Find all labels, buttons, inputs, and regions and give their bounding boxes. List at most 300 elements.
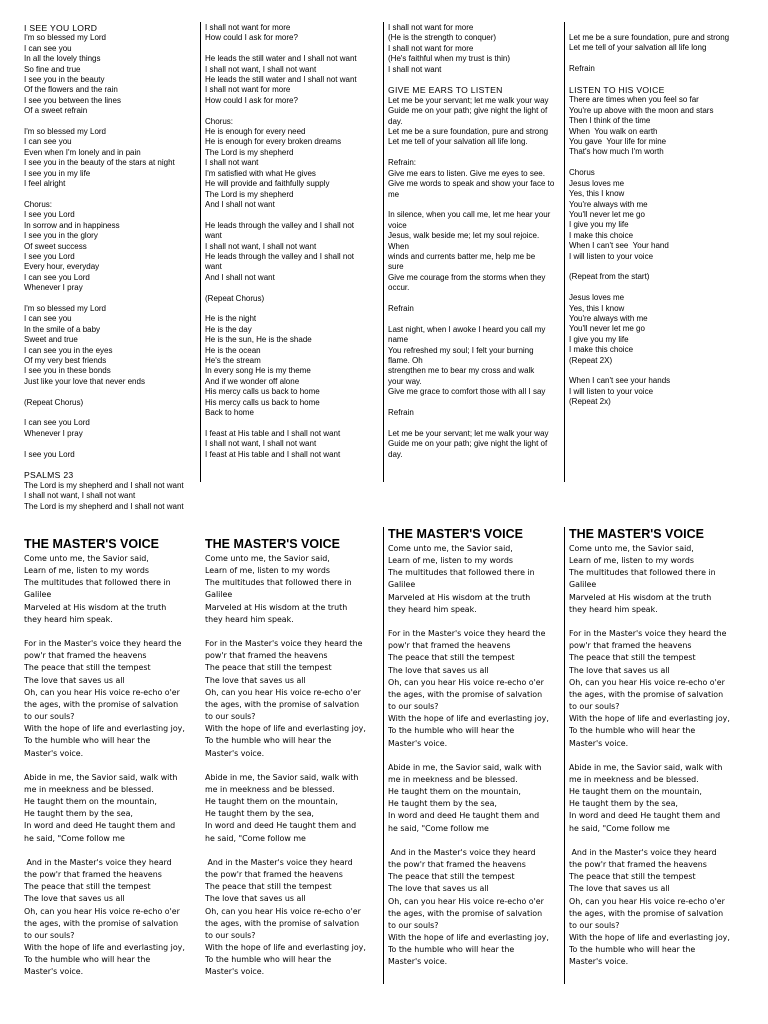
lyric-line: Oh, can you hear His voice re-echo o'er bbox=[388, 677, 544, 687]
lyric-line bbox=[569, 75, 764, 85]
lyric-line: The love that saves us all bbox=[24, 675, 125, 685]
lyric-line: they heard him speak. bbox=[569, 604, 658, 614]
lyric-line: To the humble who will hear the bbox=[388, 945, 515, 955]
lyric-line: I can see you in the eyes bbox=[24, 345, 113, 355]
lyric-line bbox=[569, 54, 764, 64]
lyric-line: You refreshed my soul; I felt your burning bbox=[388, 345, 534, 355]
lyric-line: I can see you bbox=[24, 137, 72, 147]
lyric-line: I see you Lord bbox=[24, 251, 75, 261]
lyric-line bbox=[569, 283, 764, 293]
lyric-line: To the humble who will hear the bbox=[24, 955, 151, 965]
song-title: THE MASTER'S VOICE bbox=[24, 537, 159, 551]
lyric-line: I feel alright bbox=[24, 179, 66, 189]
lyric-line: The peace that still the tempest bbox=[205, 663, 332, 673]
lyric-line: The multitudes that followed there in bbox=[569, 568, 716, 578]
lyric-line: Jesus loves me bbox=[569, 293, 625, 303]
lyric-line: (He's faithful when my trust is thin) bbox=[388, 54, 511, 64]
lyric-line: (Repeat Chorus) bbox=[24, 397, 84, 407]
lyric-line: The love that saves us all bbox=[24, 894, 125, 904]
lyric-line: He is the night bbox=[205, 314, 257, 324]
masters-voice-copy-1 bbox=[24, 537, 200, 978]
lyric-line: His mercy calls us back to home bbox=[205, 397, 320, 407]
lyric-line: Refrain bbox=[388, 303, 414, 313]
lyric-line: Oh, can you hear His voice re-echo o'er bbox=[569, 677, 725, 687]
lyric-line: (Repeat 2x) bbox=[569, 397, 611, 407]
lyric-line: the ages, with the promise of salvation bbox=[569, 908, 724, 918]
lyric-line: You're up above with the moon and stars bbox=[569, 105, 714, 115]
song-heading: GIVE ME EARS TO LISTEN bbox=[388, 85, 503, 96]
lyric-line: Master's voice. bbox=[569, 957, 629, 967]
lyric-line: Master's voice. bbox=[24, 748, 84, 758]
lyric-line: In the smile of a baby bbox=[24, 324, 101, 334]
lyric-line: I feast at His table and I shall not want bbox=[205, 449, 341, 459]
lyric-line: I see you in my life bbox=[24, 168, 91, 178]
lyric-line: Refrain bbox=[388, 408, 414, 418]
lyric-line: I'm so blessed my Lord bbox=[24, 303, 107, 313]
lyric-line: Even when I'm lonely and in pain bbox=[24, 147, 141, 157]
lyric-line: I see you in the beauty of the stars at night bbox=[24, 158, 175, 168]
lyric-line bbox=[205, 44, 381, 54]
lyric-line: The Lord is my shepherd and I shall not want bbox=[24, 501, 184, 511]
lyric-line: There are times when you feel so far bbox=[569, 95, 699, 105]
lyric-line: Abide in me, the Savior said, walk with bbox=[205, 772, 359, 782]
lyric-line: I shall not want bbox=[388, 64, 442, 74]
lyric-line: And I shall not want bbox=[205, 272, 275, 282]
lyrics-column-2 bbox=[205, 23, 381, 460]
lyric-line bbox=[24, 294, 200, 304]
lyric-line: Galilee bbox=[205, 590, 233, 600]
lyric-line: He taught them by the sea, bbox=[569, 799, 678, 809]
lyric-line: He leads through the valley and I shall not bbox=[205, 220, 354, 230]
lyric-line: How could I ask for more? bbox=[205, 95, 298, 105]
lyric-line: Then I think of the time bbox=[569, 116, 651, 126]
lyric-line: The peace that still the tempest bbox=[388, 872, 515, 882]
lyric-line: voice bbox=[388, 220, 407, 230]
lyric-line: the ages, with the promise of salvation bbox=[205, 918, 360, 928]
lyric-line: The Lord is my shepherd bbox=[205, 189, 294, 199]
song-title: THE MASTER'S VOICE bbox=[205, 537, 340, 551]
lyric-line: Guide me on your path; give night the light of bbox=[388, 439, 548, 449]
lyric-line: flame. Oh bbox=[388, 356, 423, 365]
lyric-line: I see you in the beauty bbox=[24, 75, 105, 85]
masters-voice-copy-2 bbox=[205, 537, 381, 978]
lyric-line: to our souls? bbox=[24, 930, 75, 940]
lyric-line: You'll never let me go bbox=[569, 324, 645, 334]
lyric-line bbox=[388, 398, 562, 408]
lyric-line: pow'r that framed the heavens bbox=[205, 651, 328, 661]
song-heading: LISTEN TO HIS VOICE bbox=[569, 85, 665, 96]
lyric-line: Oh, can you hear His voice re-echo o'er bbox=[569, 896, 725, 906]
lyric-line: Sweet and true bbox=[24, 335, 78, 345]
lyric-line bbox=[205, 626, 381, 638]
lyric-line: He is the ocean bbox=[205, 345, 261, 355]
lyric-line: Learn of me, listen to my words bbox=[569, 556, 694, 566]
song-lyrics bbox=[388, 543, 564, 968]
lyric-line: strengthen me to bear my cross and walk bbox=[388, 366, 535, 376]
lyric-line: I shall not want, I shall not want bbox=[205, 439, 317, 449]
lyric-line: he said, "Come follow me bbox=[388, 823, 489, 833]
lyric-line: Of my very best friends bbox=[24, 356, 107, 365]
lyric-line: I'm so blessed my Lord bbox=[24, 33, 107, 43]
lyric-line bbox=[388, 294, 562, 304]
lyric-line: With the hope of life and everlasting joy, bbox=[569, 933, 730, 942]
lyric-line: Give me ears to listen. Give me eyes to see. bbox=[388, 168, 545, 178]
lyric-line: The love that saves us all bbox=[388, 665, 489, 675]
lyric-line: Of the flowers and the rain bbox=[24, 85, 118, 95]
lyric-line: Whenever I pray bbox=[24, 283, 83, 293]
lyric-line: The peace that still the tempest bbox=[24, 882, 151, 892]
lyric-line: Abide in me, the Savior said, walk with bbox=[569, 762, 723, 772]
lyric-line: Oh, can you hear His voice re-echo o'er bbox=[388, 896, 544, 906]
lyric-line: In sorrow and in happiness bbox=[24, 220, 120, 230]
lyric-line: The love that saves us all bbox=[205, 894, 306, 904]
lyric-line: I see you between the lines bbox=[24, 95, 121, 105]
lyric-line: Come unto me, the Savior said, bbox=[569, 544, 694, 553]
lyric-line: I see you Lord bbox=[24, 449, 75, 459]
lyric-line: For in the Master's voice they heard the bbox=[569, 629, 727, 639]
lyric-line: To the humble who will hear the bbox=[388, 726, 515, 736]
lyric-line: I feast at His table and I shall not want bbox=[205, 428, 341, 438]
lyric-line bbox=[205, 106, 381, 116]
lyric-line: the pow'r that framed the heavens bbox=[205, 870, 343, 880]
lyric-line: winds and currents batter me, help me be bbox=[388, 251, 536, 261]
lyric-line: That's how much I'm worth bbox=[569, 147, 664, 157]
lyric-line: I shall not want for more bbox=[388, 23, 474, 32]
lyric-line: the ages, with the promise of salvation bbox=[24, 918, 179, 928]
lyric-line: to our souls? bbox=[24, 712, 75, 722]
lyric-line: The multitudes that followed there in bbox=[388, 568, 535, 578]
lyric-line: How could I ask for more? bbox=[205, 33, 298, 43]
lyric-line bbox=[569, 366, 764, 376]
lyric-line: He is the sun, He is the shade bbox=[205, 335, 312, 345]
lyric-line: For in the Master's voice they heard the bbox=[388, 629, 546, 639]
lyric-line: (Repeat from the start) bbox=[569, 272, 650, 282]
lyric-line: Marveled at His wisdom at the truth bbox=[205, 602, 348, 612]
lyric-line: to our souls? bbox=[205, 712, 256, 722]
lyric-line: Guide me on your path; give night the light of bbox=[388, 106, 548, 116]
lyric-line: Yes, this I know bbox=[569, 303, 625, 313]
masters-voice-copy-4 bbox=[569, 527, 759, 968]
lyric-line: sure bbox=[388, 262, 404, 272]
lyric-line: Come unto me, the Savior said, bbox=[24, 554, 149, 563]
lyric-line: Galilee bbox=[569, 580, 597, 590]
lyric-line: To the humble who will hear the bbox=[205, 955, 332, 965]
lyric-line: The love that saves us all bbox=[205, 675, 306, 685]
lyric-line: Give me courage from the storms when they bbox=[388, 272, 546, 282]
lyric-line: me in meekness and be blessed. bbox=[569, 774, 699, 784]
song-heading: PSALMS 23 bbox=[24, 470, 74, 481]
lyric-line: To the humble who will hear the bbox=[24, 736, 151, 746]
lyric-line: me bbox=[388, 189, 400, 199]
lyrics-column-1 bbox=[24, 23, 200, 512]
lyric-line: he said, "Come follow me bbox=[205, 833, 306, 843]
lyric-line: me in meekness and be blessed. bbox=[24, 784, 154, 794]
lyric-line: He taught them on the mountain, bbox=[569, 787, 702, 797]
lyric-line: Of sweet success bbox=[24, 241, 87, 251]
lyric-line: the pow'r that framed the heavens bbox=[24, 870, 162, 880]
lyric-line: Whenever I pray bbox=[24, 428, 83, 438]
lyric-line: they heard him speak. bbox=[24, 614, 113, 624]
lyrics-column-3 bbox=[388, 23, 562, 460]
lyric-line: The Lord is my shepherd bbox=[205, 147, 294, 157]
lyric-line: Chorus: bbox=[205, 116, 234, 126]
lyric-line: He taught them by the sea, bbox=[205, 809, 314, 819]
lyric-line: Abide in me, the Savior said, walk with bbox=[24, 772, 178, 782]
lyric-line: Let me tell of your salvation all life long bbox=[569, 43, 707, 53]
song-lyrics bbox=[205, 553, 381, 978]
column-divider bbox=[200, 22, 201, 482]
lyric-line: With the hope of life and everlasting joy, bbox=[205, 724, 366, 734]
lyric-line: He is the day bbox=[205, 324, 252, 334]
lyric-line: your way. bbox=[388, 376, 422, 386]
lyric-line: Marveled at His wisdom at the truth bbox=[24, 602, 167, 612]
lyric-line: to our souls? bbox=[388, 920, 439, 930]
lyric-line: And in the Master's voice they heard bbox=[205, 857, 353, 867]
lyric-line: Learn of me, listen to my words bbox=[24, 566, 149, 576]
lyric-line: pow'r that framed the heavens bbox=[388, 641, 511, 651]
lyric-line: the ages, with the promise of salvation bbox=[388, 908, 543, 918]
lyric-line: He leads the still water and I shall not want bbox=[205, 54, 357, 64]
lyric-line: The love that saves us all bbox=[569, 665, 670, 675]
lyric-line: When I can't see Your hand bbox=[569, 241, 669, 251]
lyric-line bbox=[24, 117, 200, 127]
lyric-line: He taught them by the sea, bbox=[24, 809, 133, 819]
lyric-line: He's the stream bbox=[205, 356, 261, 365]
lyric-line: Chorus: bbox=[24, 199, 53, 209]
song-title: THE MASTER'S VOICE bbox=[569, 527, 704, 541]
lyric-line: He taught them on the mountain, bbox=[388, 787, 521, 797]
lyric-line: Marveled at His wisdom at the truth bbox=[388, 592, 531, 602]
lyric-line: With the hope of life and everlasting joy, bbox=[205, 943, 366, 952]
lyric-line: pow'r that framed the heavens bbox=[569, 641, 692, 651]
song-title: THE MASTER'S VOICE bbox=[388, 527, 523, 541]
lyric-line: me in meekness and be blessed. bbox=[205, 784, 335, 794]
lyric-line: His mercy calls us back to home bbox=[205, 387, 320, 397]
lyric-line: name bbox=[388, 335, 409, 345]
lyric-line: I can see you Lord bbox=[24, 418, 90, 428]
song-heading: I SEE YOU LORD bbox=[24, 23, 98, 33]
lyric-line: Last night, when I awoke I heard you call my bbox=[388, 324, 546, 334]
lyric-line: With the hope of life and everlasting joy, bbox=[24, 724, 185, 734]
column-divider bbox=[564, 527, 565, 984]
lyric-line bbox=[569, 750, 759, 762]
lyric-line bbox=[205, 845, 381, 857]
lyric-line: Galilee bbox=[388, 580, 416, 590]
lyric-line: Let me tell of your salvation all life long. bbox=[388, 137, 528, 147]
lyric-line: want bbox=[205, 231, 222, 241]
lyric-line: the ages, with the promise of salvation bbox=[388, 689, 543, 699]
lyric-line: He is enough for every need bbox=[205, 127, 306, 137]
column-divider bbox=[383, 527, 384, 984]
lyric-line: With the hope of life and everlasting joy, bbox=[569, 714, 730, 724]
lyric-line: You gave Your life for mine bbox=[569, 137, 667, 147]
lyric-line: And in the Master's voice they heard bbox=[24, 857, 172, 867]
song-lyrics bbox=[569, 543, 759, 968]
lyric-line bbox=[205, 304, 381, 314]
lyric-line: Oh, can you hear His voice re-echo o'er bbox=[205, 906, 361, 916]
lyric-line: Let me be a sure foundation, pure and strong bbox=[569, 33, 730, 42]
lyric-line: He taught them on the mountain, bbox=[24, 797, 157, 807]
lyric-line: The peace that still the tempest bbox=[569, 653, 696, 663]
lyric-line: they heard him speak. bbox=[388, 604, 477, 614]
lyric-line: I see you in these bonds bbox=[24, 366, 111, 376]
lyric-line: In word and deed He taught them and bbox=[388, 811, 540, 821]
lyric-line bbox=[388, 200, 562, 210]
lyric-line: I will listen to your voice bbox=[569, 251, 654, 261]
lyric-line: With the hope of life and everlasting joy, bbox=[388, 714, 549, 724]
lyric-line: Give me words to speak and show your face to bbox=[388, 179, 555, 189]
lyric-line bbox=[388, 835, 564, 847]
masters-voice-copy-3 bbox=[388, 527, 564, 968]
lyric-line: Every hour, everyday bbox=[24, 262, 100, 272]
lyric-line: To the humble who will hear the bbox=[205, 736, 332, 746]
lyric-line: The peace that still the tempest bbox=[388, 653, 515, 663]
lyric-line: When You walk on earth bbox=[569, 126, 658, 136]
lyric-line: Oh, can you hear His voice re-echo o'er bbox=[24, 687, 180, 697]
column-divider bbox=[564, 22, 565, 482]
lyric-line: Yes, this I know bbox=[569, 189, 625, 199]
lyric-line: With the hope of life and everlasting joy, bbox=[388, 933, 549, 942]
lyric-line: Marveled at His wisdom at the truth bbox=[569, 592, 712, 602]
lyric-line: Jesus, walk beside me; let my soul rejoice. bbox=[388, 231, 540, 241]
lyric-line: And in the Master's voice they heard bbox=[569, 847, 717, 857]
lyric-line bbox=[24, 387, 200, 397]
lyric-line: So fine and true bbox=[24, 64, 81, 74]
lyric-line bbox=[569, 158, 764, 168]
lyric-line: Jesus loves me bbox=[569, 178, 625, 188]
lyric-line: Let me be a sure foundation, pure and strong bbox=[388, 127, 549, 137]
lyric-line: You're always with me bbox=[569, 313, 648, 323]
lyric-line: I can see you bbox=[24, 314, 72, 324]
lyric-line: The Lord is my shepherd and I shall not want bbox=[24, 480, 184, 490]
lyric-line: He leads the still water and I shall not want bbox=[205, 75, 357, 85]
lyric-line: And I shall not want bbox=[205, 199, 275, 209]
lyric-line: day. bbox=[388, 449, 403, 459]
lyric-line: he said, "Come follow me bbox=[569, 823, 670, 833]
lyric-line: me in meekness and be blessed. bbox=[388, 774, 518, 784]
lyric-line bbox=[569, 262, 764, 272]
lyric-line: Just like your love that never ends bbox=[24, 376, 145, 386]
lyric-line: When I can't see your hands bbox=[569, 376, 671, 386]
lyric-line: I will listen to your voice bbox=[569, 386, 654, 396]
lyric-line: When bbox=[388, 241, 409, 251]
lyric-line: Let me be your servant; let me walk your way bbox=[388, 428, 549, 438]
lyric-line: The peace that still the tempest bbox=[205, 882, 332, 892]
lyric-line: Let me be your servant; let me walk your way bbox=[388, 95, 549, 105]
lyric-line: The multitudes that followed there in bbox=[205, 578, 352, 588]
lyric-line: the ages, with the promise of salvation bbox=[24, 699, 179, 709]
lyric-line bbox=[569, 835, 759, 847]
lyric-line: The love that saves us all bbox=[388, 884, 489, 894]
lyric-line bbox=[388, 75, 562, 85]
lyric-line bbox=[24, 408, 200, 418]
lyric-line: I make this choice bbox=[569, 345, 634, 355]
lyric-line: He is enough for every broken dreams bbox=[205, 137, 342, 147]
lyric-line: day. bbox=[388, 116, 403, 126]
lyrics-column-4 bbox=[569, 33, 764, 408]
lyric-line: I shall not want bbox=[205, 158, 259, 168]
lyric-line: Master's voice. bbox=[24, 967, 84, 977]
lyric-line: In word and deed He taught them and bbox=[205, 821, 357, 831]
lyric-line bbox=[24, 760, 200, 772]
lyric-line: The peace that still the tempest bbox=[24, 663, 151, 673]
lyric-line: pow'r that framed the heavens bbox=[24, 651, 147, 661]
lyric-line: Back to home bbox=[205, 408, 254, 418]
lyric-line: Abide in me, the Savior said, walk with bbox=[388, 762, 542, 772]
lyric-line: The peace that still the tempest bbox=[569, 872, 696, 882]
lyric-line: Master's voice. bbox=[205, 748, 265, 758]
lyric-line: to our souls? bbox=[388, 702, 439, 712]
lyric-line: In silence, when you call me, let me hear your bbox=[388, 210, 551, 220]
lyric-line: The love that saves us all bbox=[569, 884, 670, 894]
lyric-line: to our souls? bbox=[569, 702, 620, 712]
lyric-line: he said, "Come follow me bbox=[24, 833, 125, 843]
lyric-line: the ages, with the promise of salvation bbox=[205, 699, 360, 709]
lyric-line: Learn of me, listen to my words bbox=[205, 566, 330, 576]
lyric-line bbox=[205, 283, 381, 293]
lyric-line: I shall not want, I shall not want bbox=[205, 241, 317, 251]
lyric-line: In all the lovely things bbox=[24, 54, 101, 64]
lyric-line: He will provide and faithfully supply bbox=[205, 179, 330, 189]
lyric-line: And in the Master's voice they heard bbox=[388, 847, 536, 857]
lyric-line bbox=[24, 626, 200, 638]
lyric-line bbox=[388, 314, 562, 324]
lyric-line: For in the Master's voice they heard the bbox=[205, 639, 363, 649]
lyric-line: the ages, with the promise of salvation bbox=[569, 689, 724, 699]
lyric-line: Chorus bbox=[569, 168, 595, 178]
lyric-line: In word and deed He taught them and bbox=[24, 821, 176, 831]
lyric-line: I can see you bbox=[24, 43, 72, 53]
lyric-line: Galilee bbox=[24, 590, 52, 600]
lyric-line: In word and deed He taught them and bbox=[569, 811, 721, 821]
lyric-line bbox=[388, 750, 564, 762]
lyric-line: they heard him speak. bbox=[205, 614, 294, 624]
lyric-line: For in the Master's voice they heard the bbox=[24, 639, 182, 649]
lyric-line: Refrain bbox=[569, 64, 595, 74]
lyric-line: To the humble who will hear the bbox=[569, 726, 696, 736]
lyric-line: You're always with me bbox=[569, 199, 648, 209]
lyric-line: Master's voice. bbox=[205, 967, 265, 977]
lyric-line: the pow'r that framed the heavens bbox=[569, 860, 707, 870]
lyric-line: (Repeat 2X) bbox=[569, 355, 613, 365]
lyric-line: I shall not want for more bbox=[205, 85, 291, 95]
column-divider bbox=[383, 22, 384, 482]
lyric-line bbox=[205, 210, 381, 220]
lyric-line bbox=[24, 460, 200, 470]
lyric-line: I see you in the glory bbox=[24, 231, 98, 241]
lyric-line: I'm satisfied with what He gives bbox=[205, 168, 316, 178]
lyric-line: Refrain: bbox=[388, 158, 417, 168]
lyric-line: The multitudes that followed there in bbox=[24, 578, 171, 588]
lyric-line: I see you Lord bbox=[24, 210, 75, 220]
lyric-line: want bbox=[205, 262, 222, 272]
lyric-line: (He is the strength to conquer) bbox=[388, 33, 497, 43]
lyric-line: I'm so blessed my Lord bbox=[24, 127, 107, 137]
lyric-line bbox=[205, 760, 381, 772]
lyric-line: to our souls? bbox=[205, 930, 256, 940]
lyric-line bbox=[24, 845, 200, 857]
lyric-line bbox=[388, 616, 564, 628]
lyric-line: He leads through the valley and I shall not bbox=[205, 251, 354, 261]
lyric-line: He taught them by the sea, bbox=[388, 799, 497, 809]
lyric-line bbox=[388, 418, 562, 428]
lyric-line bbox=[24, 439, 200, 449]
lyric-line: Master's voice. bbox=[569, 738, 629, 748]
lyric-line: I shall not want, I shall not want bbox=[205, 64, 317, 74]
lyric-line: I make this choice bbox=[569, 230, 634, 240]
lyric-line: Come unto me, the Savior said, bbox=[205, 554, 330, 563]
lyric-line: Give me grace to comfort those with all I say bbox=[388, 387, 546, 397]
